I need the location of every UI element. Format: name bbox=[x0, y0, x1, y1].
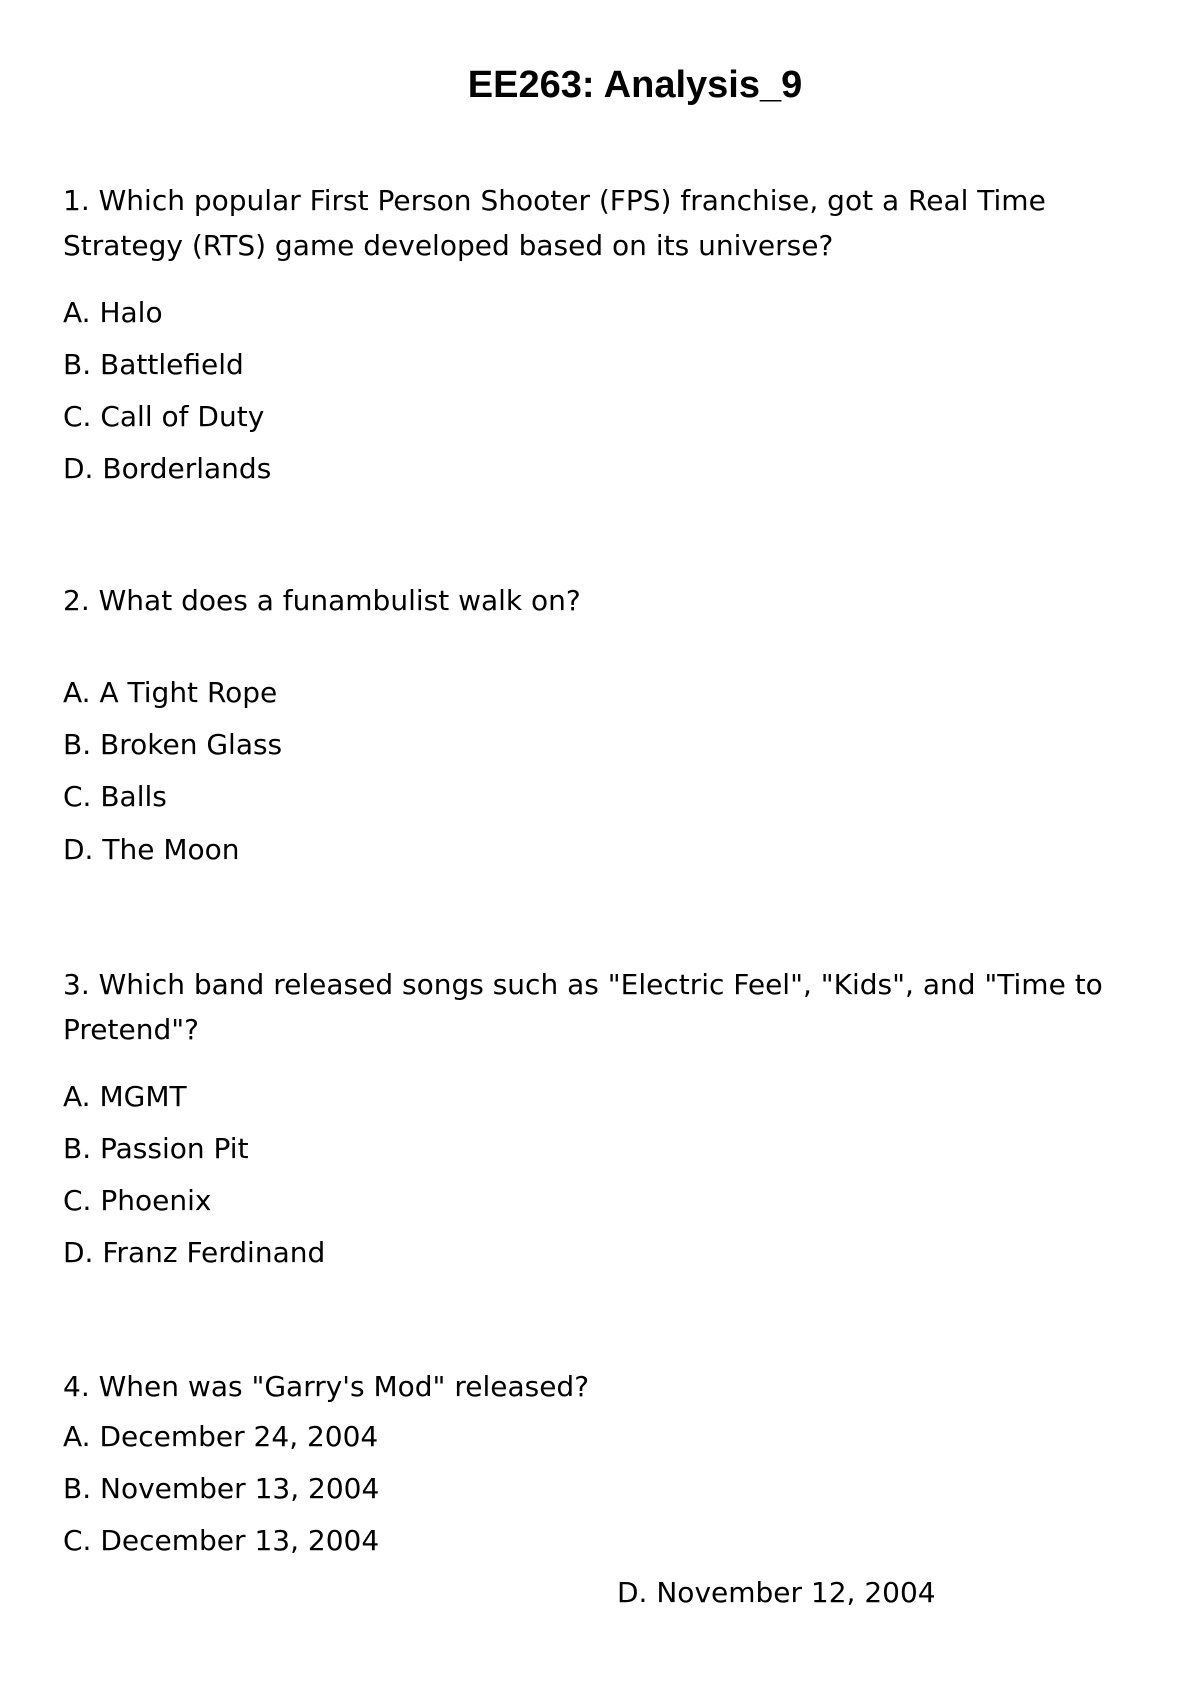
question-3-option-c: C. Phoenix bbox=[63, 1184, 212, 1217]
question-1-option-a: A. Halo bbox=[63, 296, 163, 329]
question-4-option-a: A. December 24, 2004 bbox=[63, 1420, 379, 1453]
question-2-option-b: B. Broken Glass bbox=[63, 728, 283, 761]
question-3-option-a: A. MGMT bbox=[63, 1080, 187, 1113]
question-1-option-b: B. Battlefield bbox=[63, 348, 244, 381]
question-4-option-d: D. November 12, 2004 bbox=[617, 1576, 936, 1609]
question-2-option-a: A. A Tight Rope bbox=[63, 676, 278, 709]
question-2-text: 2. What does a funambulist walk on? bbox=[63, 584, 581, 617]
question-2-option-c: C. Balls bbox=[63, 780, 167, 813]
question-3-option-b: B. Passion Pit bbox=[63, 1132, 249, 1165]
question-4-option-b: B. November 13, 2004 bbox=[63, 1472, 380, 1505]
question-1-option-d: D. Borderlands bbox=[63, 452, 272, 485]
question-2-option-d: D. The Moon bbox=[63, 833, 240, 866]
question-4-option-c: C. December 13, 2004 bbox=[63, 1524, 380, 1557]
page-title: EE263: Analysis_9 bbox=[467, 64, 803, 106]
question-3-option-d: D. Franz Ferdinand bbox=[63, 1236, 326, 1269]
question-3-text: 3. Which band released songs such as "Electric Feel", "Kids", and "Time to Pretend"? bbox=[63, 968, 1103, 1046]
question-4-text: 4. When was "Garry's Mod" released? bbox=[63, 1370, 590, 1403]
question-1-text: 1. Which popular First Person Shooter (FPS) franchise, got a Real Time Strategy (RTS) game developed based on its universe? bbox=[63, 184, 1046, 262]
question-1-option-c: C. Call of Duty bbox=[63, 400, 265, 433]
